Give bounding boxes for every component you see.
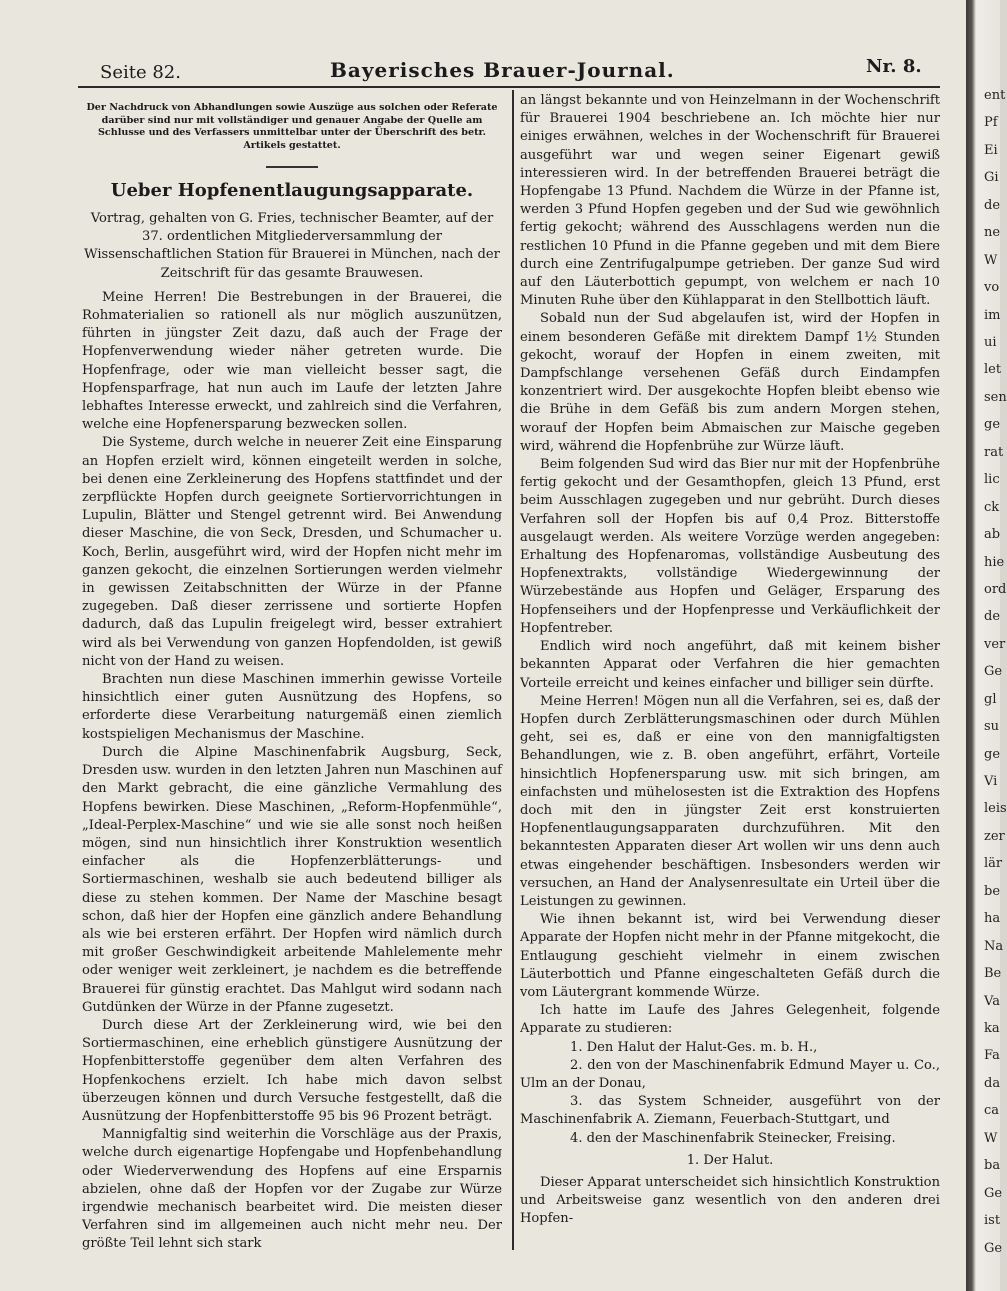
edge-text-fragment: ka (984, 1021, 1000, 1036)
list-item: 1. Den Halut der Halut-Ges. m. b. H., (570, 1039, 818, 1055)
paragraph: Sobald nun der Sud abgelaufen ist, wird der Hopfen in einem besonderen Gefäße mit direktem Dampf 1½ Stunden gekocht, worauf der Hopfen in einem zweiten, mit Dampfschlange versehenen Gefäß durch Eindampfen konzentriert wird. Der ausgekochte Hopfen bleibt ebenso wie die Brühe in dem Gefäß bis zum andern Morgen stehen, worauf der Hopfen beim Abmaischen zur Maische gegeben wird, während die Hopfenbrühe zur Würze läuft. (520, 311, 940, 454)
edge-text-fragment: let (984, 362, 1002, 377)
edge-text-fragment: Ei (984, 143, 998, 158)
paragraph: Wie ihnen bekannt ist, wird bei Verwendung dieser Apparate der Hopfen nicht mehr in der Pfanne mitgekocht, die Entlaugung geschieht vielmehr in einem zwischen Läuterbottich und Pfanne eingeschalteten Gefäß durch die vom Läutergrant kommende Würze. (520, 912, 940, 1000)
notice-divider (266, 166, 318, 168)
paragraph: Beim folgenden Sud wird das Bier nur mit der Hopfenbrühe fertig gekocht und der Gesamthopfen, gleich 13 Pfund, erst beim Ausschlagen zugegeben und nur gebrüht. Durch dieses Verfahren soll der Hopfen bis auf 0,4 Proz. Bitterstoffe ausgelaugt werden. Als weitere Vorzüge werden angegeben: Erhaltung des Hopfenaromas, vollständige Ausbeutung des Hopfenextrakts, vollständige Wiedergewinnung der Würzebestände aus Hopfen und Geläger, Ersparung des Hopfenseihers und der Hopfenpresse und Verkäuflichkeit der Hopfentreber. (520, 457, 940, 636)
edge-text-fragment: Be (984, 966, 1002, 981)
edge-text-fragment: Ge (984, 1241, 1003, 1256)
journal-title: Bayerisches Brauer-Journal. (330, 58, 675, 82)
reprint-notice: Der Nachdruck von Abhandlungen sowie Auszüge aus solchen oder Referate darüber sind nur mit vollständiger und genauer Angabe der Quelle am Schlusse und des Verfassers unmittelbar unter der Überschrift des betr. Artikels gestattet. (86, 102, 498, 151)
issue-number: Nr. 8. (866, 56, 922, 77)
section-heading: 1. Der Halut. (686, 1152, 774, 1168)
paragraph: Meine Herren! Mögen nun all die Verfahren, sei es, daß der Hopfen durch Zerblätterungsmaschinen oder durch Mühlen geht, sei es, daß er eine von den mannigfaltigsten Behandlungen, wie z. B. oben angeführt, erfährt, Vorteile hinsichtlich Hopfenersparung usw. mit sich bringen, am einfachsten und mühelosesten ist die Extraktion des Hopfens doch mit den in jüngster Zeit erst konstruierten Hopfenentlaugungsapparaten durchzuführen. Mit den bekanntesten Apparaten dieser Art wollen wir uns denn auch etwas eingehender beschäftigen. Insbesonders werden wir versuchen, an Hand der Analysenresultate ein Urteil über die Leistungen zu gewinnen. (520, 693, 940, 909)
right-column (520, 92, 940, 1229)
edge-text-fragment: de (984, 198, 1001, 213)
edge-text-fragment: Gi (984, 170, 999, 185)
edge-text-fragment: Ge (984, 664, 1003, 679)
paragraph: Dieser Apparat unterscheidet sich hinsichtlich Konstruktion und Arbeitsweise ganz wesentlich von den anderen drei Hopfen- (520, 1174, 940, 1227)
edge-text-fragment: be (984, 884, 1001, 899)
paragraph: Durch diese Art der Zerkleinerung wird, wie bei den Sortiermaschinen, eine erheblich günstigere Ausnützung der Hopfenbitterstoffe gegenüber dem alten Verfahren des Hopfenkochens erzielt. Ich habe mich davon selbst überzeugen können und durch Versuche festgestellt, daß die Ausnützung der Hopfenbitterstoffe 95 bis 96 Prozent beträgt. (82, 1017, 502, 1124)
edge-text-fragment: lär (984, 856, 1003, 871)
edge-text-fragment: ab (984, 527, 1001, 542)
left-column (82, 92, 502, 1254)
edge-text-fragment: Na (984, 939, 1004, 954)
list-item: 4. den der Maschinenfabrik Steinecker, Freising. (570, 1130, 896, 1146)
edge-text-fragment: leis (984, 801, 1007, 816)
edge-text-fragment: de (984, 609, 1001, 624)
paragraph: Ich hatte im Laufe des Jahres Gelegenheit, folgende Apparate zu studieren: (520, 1003, 940, 1037)
edge-text-fragment: lic (984, 472, 1000, 487)
edge-text-fragment: ha (984, 911, 1001, 926)
column-divider (512, 90, 514, 1250)
article-title: Ueber Hopfenentlaugungsapparate. (110, 180, 474, 201)
edge-text-fragment: gl (984, 692, 997, 707)
edge-text-fragment: ge (984, 417, 1001, 432)
page-header (90, 52, 940, 82)
edge-text-fragment: Fa (984, 1048, 1000, 1063)
paragraph: an längst bekannte und von Heinzelmann in der Wochenschrift für Brauerei 1904 beschriebene an. Ich möchte hier nur einiges erwähnen, welches in der Wochenschrift für Brauerei ausgeführt war und wegen seiner Eigenart gewiß interessieren wird. In der betreffenden Brauerei beträgt die Hopfengabe 13 Pfund. Nachdem die Würze in der Pfanne ist, werden 3 Pfund Hopfen gegeben und der Sud wie gewöhnlich fertig gekocht; während des Ausschlagens werden nun die restlichen 10 Pfund in die Pfanne gegeben und mit dem Biere durch eine Zentrifugalpumpe getrieben. Der ganze Sud wird auf den Läuterbottich gepumpt, von welchem er nach 10 Minuten Ruhe über den Kühlapparat in den Stellbottich läuft. (520, 93, 940, 309)
paragraph: Mannigfaltig sind weiterhin die Vorschläge aus der Praxis, welche durch eigenartige Hopfengabe und Hopfenbehandlung oder Wiederverwendung des Hopfens auf eine Ersparnis abzielen, ohne daß der Hopfen vor der Zugabe zur Würze irgendwie mechanisch bearbeitet wird. Die meisten dieser Verfahren sind im allgemeinen auch nicht mehr neu. Der größte Teil lehnt sich stark (82, 1127, 502, 1252)
edge-text-fragment: Ge (984, 1186, 1003, 1201)
edge-text-fragment: hie (984, 555, 1005, 570)
edge-text-fragment: ba (984, 1158, 1001, 1173)
paragraph: Endlich wird noch angeführt, daß mit keinem bisher bekannten Apparat oder Verfahren die hier gemachten Vorteile erreicht und keines einfacher und billiger sein dürfte. (520, 639, 940, 691)
edge-text-fragment: ver (984, 637, 1006, 652)
edge-text-fragment: su (984, 719, 1000, 734)
paragraph: Durch die Alpine Maschinenfabrik Augsburg, Seck, Dresden usw. wurden in den letzten Jahren nun Maschinen auf den Markt gebracht, die eine gänzliche Vermahlung des Hopfens bewirken. Diese Maschinen, „Reform-Hopfenmühle“, „Ideal-Perplex-Maschine“ und wie sie alle sonst noch heißen mögen, sind nun hinsichtlich ihrer Konstruktion wesentlich einfacher als die Hopfenzerblätterungs- und Sortiermaschinen, weshalb sie auch bedeutend billiger als diese zu stehen kommen. Der Name der Maschine besagt schon, daß hier der Hopfen eine gänzlich andere Behandlung als wie bei ersteren erfährt. Der Hopfen wird nämlich durch mit großer Geschwindigkeit arbeitende Mahlelemente mehr oder weniger weit zerkleinert, je nachdem es die betreffende Brauerei für günstig erachtet. Das Mahlgut wird sodann nach Gutdünken der Würze in der Pfanne zugesetzt. (82, 744, 502, 1015)
list-item: 2. den von der Maschinenfabrik Edmund Mayer u. Co., Ulm an der Donau, (520, 1057, 940, 1091)
edge-text-fragment: ent (984, 88, 1006, 103)
edge-text-fragment: Pf (984, 115, 998, 130)
edge-text-fragment: ck (984, 500, 1000, 515)
paragraph: Brachten nun diese Maschinen immerhin gewisse Vorteile hinsichtlich einer guten Ausnützung des Hopfens, so erforderte diese Verarbeitung naturgemäß einen ziemlich kostspieligen Mechanismus der Maschine. (82, 672, 502, 742)
edge-text-fragment: ne (984, 225, 1001, 240)
edge-text-fragment: sen (984, 390, 1007, 405)
edge-text-fragment: vo (984, 280, 1000, 295)
edge-text-fragment: ist (984, 1213, 1001, 1228)
edge-text-fragment: ord (984, 582, 1007, 597)
edge-text-fragment: W (984, 1131, 998, 1146)
edge-text-fragment: rat (984, 445, 1004, 460)
paragraph: Die Systeme, durch welche in neuerer Zeit eine Einsparung an Hopfen erzielt wird, können eingeteilt werden in solche, bei denen eine Zerkleinerung des Hopfens stattfindet und der zerpflückte Hopfen durch geeignete Sortiervorrichtungen in Lupulin, Blätter und Stengel getrennt wird. Bei Anwendung dieser Maschine, die von Seck, Dresden, und Schumacher u. Koch, Berlin, ausgeführt wird, wird der Hopfen nicht mehr im ganzen gekocht, die einzelnen Sortierungen werden vielmehr in gewissen Zeitabschnitten der Würze in der Pfanne zugegeben. Daß dieser zerrissene und sortierte Hopfen dadurch, daß das Lupulin freigelegt wird, besser extrahiert wird als bei Verwendung von ganzen Hopfendolden, ist gewiß nicht von der Hand zu weisen. (82, 435, 502, 669)
paragraph: Meine Herren! Die Bestrebungen in der Brauerei, die Rohmaterialien so rationell als nur möglich auszunützen, führten in jüngster Zeit dazu, daß auch der Frage der Hopfenverwendung wieder näher getreten wurde. Die Hopfenfrage, oder wie man vielleicht besser sagt, die Hopfensparfrage, hat nun auch im Laufe der letzten Jahre lebhaftes Interesse erweckt, und zahlreich sind die Verfahren, welche eine Hopfenersparung bezwecken sollen. (82, 289, 502, 433)
edge-text-fragment: da (984, 1076, 1001, 1091)
edge-text-fragment: W (984, 253, 998, 268)
edge-text-fragment: ge (984, 747, 1001, 762)
list-item: 3. das System Schneider, ausgeführt von der Maschinenfabrik A. Ziemann, Feuerbach-Stuttgart, und (520, 1094, 940, 1128)
edge-text-fragment: Vi (984, 774, 998, 789)
edge-text-fragment: Va (984, 994, 1000, 1009)
edge-text-fragment: ca (984, 1103, 1000, 1118)
page-number: Seite 82. (100, 62, 181, 83)
header-rule (78, 86, 940, 88)
edge-text-fragment: im (984, 308, 1001, 323)
edge-text-fragment: ui (984, 335, 997, 350)
edge-text-fragment: zer (984, 829, 1005, 844)
adjacent-page-edge (966, 0, 1007, 1291)
article-subtitle: Vortrag, gehalten von G. Fries, technischer Beamter, auf der 37. ordentlichen Mitgliederversammlung der Wissenschaftlichen Station für Brauerei in München, nach der Zeitschrift für das gesamte Brauwesen. (84, 211, 500, 281)
